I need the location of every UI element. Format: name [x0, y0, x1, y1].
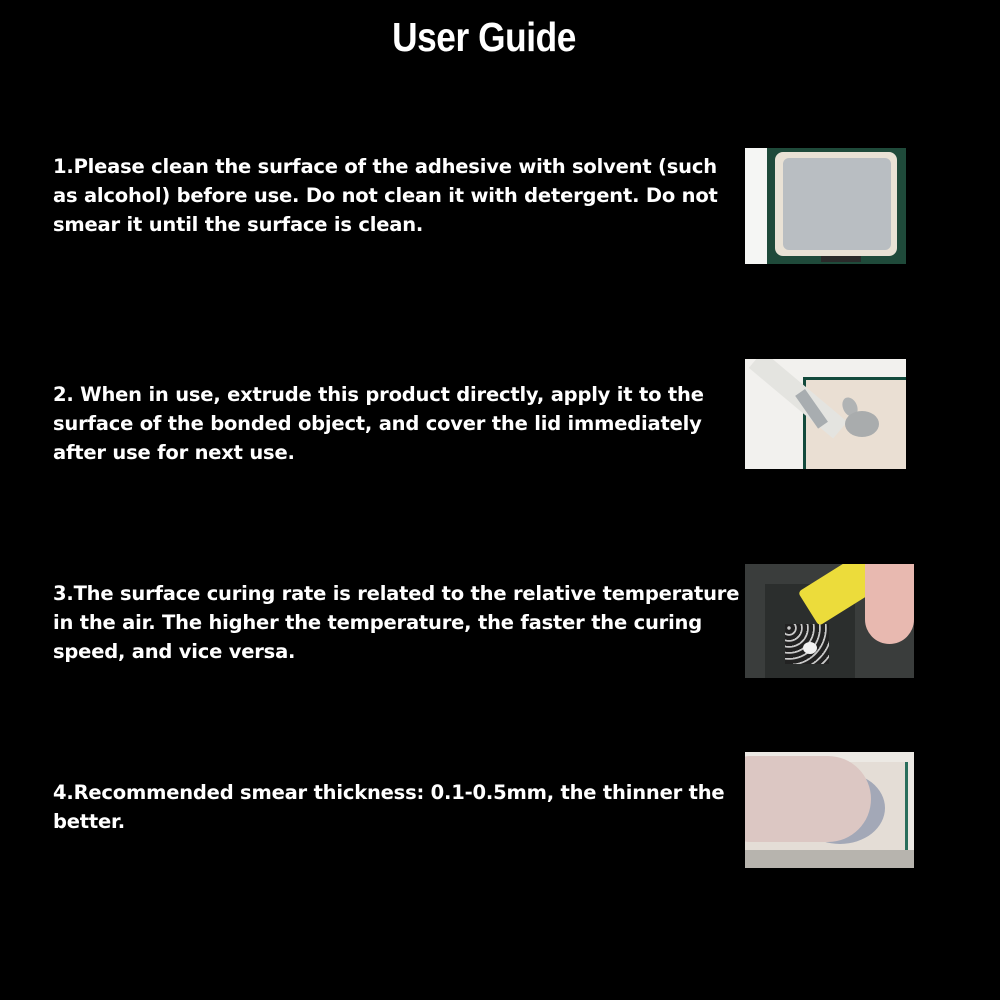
- step-2-text: 2. When in use, extrude this product directly, apply it to the surface of the bonded object, and cover the lid immediately after use for next use.: [53, 383, 704, 464]
- cpu-label: [821, 256, 861, 262]
- step-3-image: [745, 564, 914, 678]
- step-3-text: 3.The surface curing rate is related to the relative temperature in the air. The higher the temperature, the faster the curing speed, and vice versa.: [53, 582, 740, 663]
- step-1-text: 1.Please clean the surface of the adhesive with solvent (such as alcohol) before use. Do not clean it with detergent. Do not smear it until the surface is clean.: [53, 155, 718, 236]
- finger: [745, 756, 871, 842]
- adhesive-blob: [845, 411, 879, 437]
- adhesive-dot: [803, 642, 817, 654]
- step-2-image: [745, 359, 906, 469]
- plate-edge: [745, 850, 914, 868]
- step-1-image: [745, 148, 906, 264]
- page-title: User Guide: [392, 14, 576, 60]
- step-4-text: 4.Recommended smear thickness: 0.1-0.5mm, the thinner the better.: [53, 781, 725, 833]
- step-4-image: [745, 752, 914, 868]
- adhesive-layer: [783, 158, 891, 250]
- finger: [865, 564, 914, 644]
